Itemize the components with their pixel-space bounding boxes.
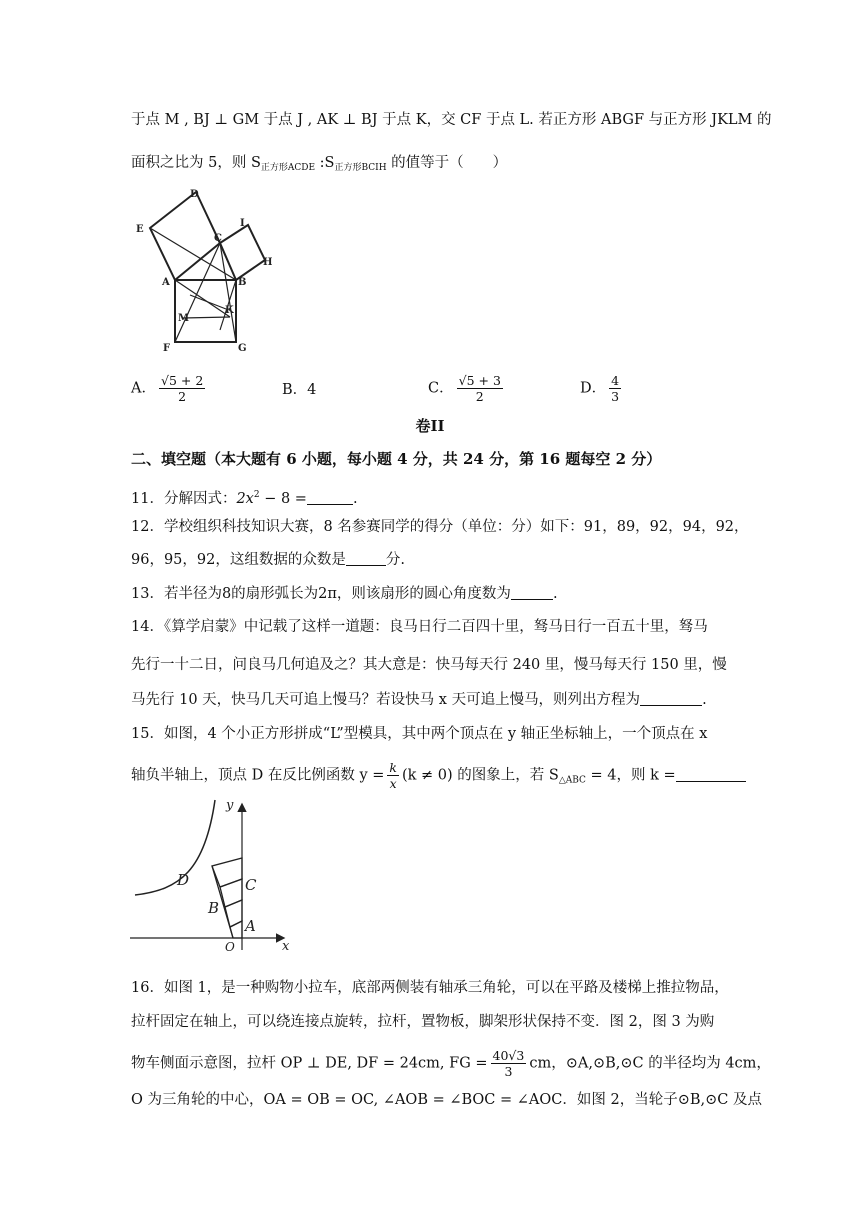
- q10-option-d[interactable]: D． $\frac{4}{3}$: [580, 373, 620, 404]
- q15-answer-blank[interactable]: [676, 766, 746, 782]
- fig15-label-o: O: [225, 940, 235, 954]
- q14-line1: 14．《算学启蒙》中记载了这样一道题：良马日行二百四十里，驽马日行一百五十里，驽马: [131, 619, 708, 635]
- q16-line3: 物车侧面示意图，拉杆 OP ⊥ DE, DF = 24cm, FG = $\frac{40√3}{3}$ cm，⊙A,⊙B,⊙C 的半径均为 4cm，: [131, 1048, 771, 1079]
- q12-line1: 12．学校组织科技知识大赛，8 名参赛同学的得分（单位：分）如下：91，89，92，94，92，: [131, 519, 749, 535]
- q11-answer-blank[interactable]: [307, 489, 353, 505]
- q12-line2: 96，95，92，这组数据的众数是 分.: [131, 552, 405, 568]
- section-title: 二、填空题（本大题有 6 小题，每小题 4 分，共 24 分，第 16 题每空 2 分）: [131, 450, 662, 468]
- fig-label-m: M: [178, 313, 190, 324]
- q10-sub2: 正方形BCIH: [334, 163, 387, 173]
- fig-label-d: D: [190, 189, 199, 200]
- q15-line1: 15．如图，4 个小正方形拼成“L”型模具，其中两个顶点在 y 轴正坐标轴上，一个顶点在 x: [131, 726, 708, 742]
- q14-answer-blank[interactable]: [640, 690, 702, 706]
- fig15-label-d: D: [177, 871, 190, 889]
- q10-line1: 于点 M , BJ ⊥ GM 于点 J , AK ⊥ BJ 于点 K，交 CF 于点 L. 若正方形 ABGF 与正方形 JKLM 的: [131, 112, 772, 128]
- q14-line3: 马先行 10 天，快马几天可追上慢马？若设快马 x 天可追上慢马，则列出方程为 .: [131, 692, 707, 708]
- q10-figure: [130, 185, 285, 360]
- q10-sub1: 正方形ACDE: [260, 163, 316, 173]
- square-bcih: [220, 225, 265, 280]
- fig15-label-y: y: [226, 798, 234, 813]
- fig-label-k: K: [225, 305, 234, 316]
- fig-label-i: I: [240, 218, 245, 229]
- q10-option-a[interactable]: A． $\frac{√5 + 2}{2}$: [131, 373, 204, 404]
- fig15-label-x: x: [282, 939, 290, 954]
- q10-option-c[interactable]: C． $\frac{√5 + 3}{2}$: [428, 373, 501, 404]
- q15-line2: 轴负半轴上，顶点 D 在反比例函数 y = $\frac{k}{x}$ (k ≠ 0) 的图象上，若 $S_{\triangle ABC} = 4$，则 k =: [131, 760, 731, 791]
- q13-answer-blank[interactable]: [511, 584, 553, 600]
- fig-label-g: G: [238, 343, 247, 354]
- q10-option-b[interactable]: B．4: [282, 382, 317, 398]
- hyperbola-curve: [135, 800, 215, 895]
- fig-label-c: C: [214, 233, 222, 244]
- q13: 13．若半径为8的扇形弧长为2π，则该扇形的圆心角度数为 .: [131, 586, 558, 602]
- fig-label-a: A: [162, 277, 170, 288]
- fig15-label-a: A: [245, 917, 256, 935]
- volume-title: 卷II: [415, 417, 445, 435]
- q14-line2: 先行一十二日，问良马几何追及之？其大意是：快马每天行 240 里，慢马每天行 150 里，慢: [131, 657, 727, 673]
- q16-line4: O 为三角轮的中心，OA = OB = OC, ∠AOB = ∠BOC = ∠AOC．如图 2，当轮子⊙B,⊙C 及点: [131, 1092, 762, 1108]
- fig-label-h: H: [263, 257, 273, 268]
- q10-line2: 面积之比为 5，则 $S_{正方形ACDE}$ $:S_{正方形BCIH}$ 的值等于（ ）: [131, 155, 508, 173]
- fig15-label-c: C: [245, 876, 257, 894]
- q15-figure: [125, 795, 295, 955]
- q16-line2: 拉杆固定在轴上，可以绕连接点旋转，拉杆，置物板，脚架形状保持不变．图 2，图 3 为购: [131, 1014, 715, 1030]
- fig15-label-b: B: [208, 899, 220, 917]
- fig-label-f: F: [163, 343, 171, 354]
- q11: 11．分解因式：$2x^2 - 8$ = .: [131, 490, 358, 507]
- fig-label-b: B: [238, 277, 247, 288]
- fig-label-e: E: [136, 224, 144, 235]
- q12-answer-blank[interactable]: [346, 550, 386, 566]
- q16-line1: 16．如图 1，是一种购物小拉车，底部两侧装有轴承三角轮，可以在平路及楼梯上推拉物品，: [131, 980, 729, 996]
